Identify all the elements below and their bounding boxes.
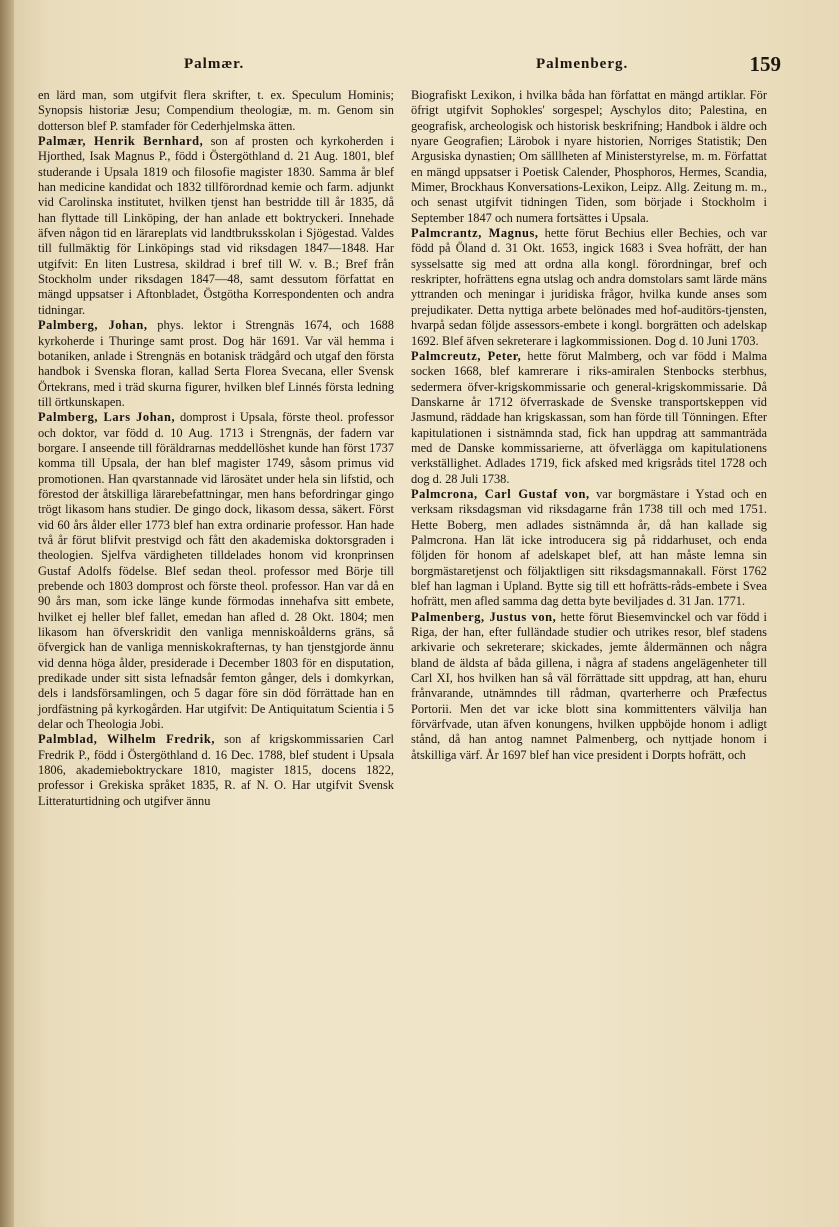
entry-palmcreutz-peter: [411, 349, 767, 487]
entry-head: Palmenberg, Justus von,: [411, 609, 557, 624]
entry-text: son af prosten och kyrkoherden i Hjorthed, Isak Magnus P., född i Östergöthland d. 21 Aug. 1801, blef studerande i Upsala 1819 och filosofie magister 1830. Samma år blef han medicine kandidat och 1832 tillförordnad kemie och farm. adjunkt vid Carolinska institutet, hvilken tjenst han bestridde till år 1835, då han flyttade till Linköping, der han anlade ett boktryckeri. Innehade äfven någon tid en lärareplats vid landtbruksskolan i Sjögestad. Valdes till fullmäktig för Linköpings stad vid riksdagen 1847—1848. Har utgifvit: En liten Lustresa, skildrad i bref till W. v. B.; Bref från Stockholm under riksdagen 1847—48, samt dessutom författat en mängd uppsatser i Aftonbladet, Östgötha Korrespondenten och andra tidningar.: [38, 134, 394, 317]
entry-palmenberg-justus: [411, 610, 767, 763]
entry-text: hette förut Malmberg, och var född i Malma socken 1668, blef kamrerare i riks-amiralen Stenbocks sterbhus, sedermera öfver-krigskommissarie och general-krigskommissarie. Då Danskarne år 1712 öfverraskade de Svenske transportskeppen vid Jasmund, räddade han krigskassan, som han förde till Tönningen. Efter kapitulationen i sistnämnda stad, fick han uppdrag att sammanträda med de Danske kommissarierne, att öfverlägga om kapitulationens verkställighet. Adlades 1719, fick afsked med krigsråds titel 1728 och dog d. 28 Juli 1738.: [411, 348, 767, 486]
entry-head: Palmcrantz, Magnus,: [411, 226, 539, 241]
entry-palmcrantz-magnus: [411, 226, 767, 349]
entry-palmblad-wilhelm: [38, 732, 394, 809]
right-column: [411, 88, 767, 763]
left-column: [38, 88, 394, 809]
entry-palmcrona-carl-gustaf: [411, 487, 767, 610]
entry-text: Biografiskt Lexikon, i hvilka båda han författat en mängd artiklar. För öfrigt utgifvit Sophokles' sorgespel; Ayschylos dito; Palestina, en geografisk, archeologisk och historisk beskrifning; Handbok i äldre och nyare Geografien; Lärobok i nyare historien, Norriges Statistik; Den Argusiska dynastien; Om sälllheten af Ministerstyrelse, m. m. Författat en mängd uppsatser i Poetisk Calender, Phosphoros, Hermes, Scandia, Mimer, Brockhaus Konversations-Lexikon, Leipz. Allg. Zeitung m. m., och senast utgifvit tidningen Tiden, som började i Stockholm i September 1847 och numera fortsättes i Upsala.: [411, 88, 767, 225]
entry-head: Palmberg, Johan,: [38, 318, 148, 333]
book-spine-shadow: [0, 0, 14, 1227]
entry-continuation: [411, 88, 767, 226]
entry-text: domprost i Upsala, förste theol. professor och doktor, var född d. 10 Aug. 1713 i Strengnäs, der fadern var borgare. I anseende till föräldrarnas meddellöshet kunde han först 1737 komma till Upsala, der han blef magister 1749, såsom primus vid promotionen. Han qvarstannade vid lärosätet under hela sin lifstid, och förestod der åtskilliga lärarebefattningar, men hans befordringar gingo trögt likasom hans studier. De gingo dock, likasom dessa, säkert. Först vid 60 års ålder eller 1773 blef han extra ordinarie professor. Han hade två år förut blifvit prestvigd och fått den akademiska doktorsgraden i theologien. Sjelfva värdigheten tilldelades honom vid kronprinsen Gustaf Adolfs födelse. Blef sedan theol. professor med Börje till prebende och 1803 domprost och förste theol. professor. Han var då en 90 års man, som icke länge kunde förmodas innehafva sitt embete, hvilket ej heller blef fallet, emedan han afled d. 28 Okt. 1804; men likasom han öfverskridit den vanliga menniskoålderns gräns, så öfvergick han de vanliga menniskokrafternas, ty han tjenstgjorde ännu vid denna höga ålder, presiderade i December 1803 för en disputation, predikade under sitt sista lefnadsår femton gånger, dels i domkyrkan, dels i landsförsamlingen, och 5 dagar före sin död förrättade han en jordfästning på kyrkogården. Har utgifvit: De Antiquitatum Scientia i 5 delar och Theologia Jobi.: [38, 410, 394, 732]
entry-head: Palmær, Henrik Bernhard,: [38, 134, 204, 149]
entry-palmberg-lars-johan: [38, 410, 394, 732]
entry-text: hette förut Bechius eller Bechies, och var född på Öland d. 31 Okt. 1653, ingick 1683 i Svea hofrätt, der han sysselsatte sig med att ordna alla kongl. förordningar, bref och reskripter, hofrättens egna utslag och andra domstolars samt lärde mäns yttranden och meningar i juridiska frågor, hvilka kunde anses som prejudikater. Detta nyttiga arbete belönades med hof-auditörs-tjensten, hvarpå sedan följde assessors-embete i kongl. borgrätten och adelskap 1692. Blef äfven sekreterare i lagkommissionen. Dog d. 10 Juni 1703.: [411, 226, 767, 348]
entry-text: son af krigskommissarien Carl Fredrik P., född i Östergöthland d. 16 Dec. 1788, blef student i Upsala 1806, akademieboktryckare 1810, magister 1815, docens 1822, professor i Grekiska språket 1835, R. af N. O. Har utgifvit Svensk Litteraturtidning och utgifver ännu: [38, 732, 394, 808]
running-head-left: Palmær.: [184, 56, 245, 72]
page-header: [24, 52, 779, 78]
entry-palmberg-johan: [38, 318, 394, 410]
entry-head: Palmcreutz, Peter,: [411, 348, 522, 363]
entry-head: Palmberg, Lars Johan,: [38, 410, 176, 425]
entry-continuation: [38, 88, 394, 134]
entry-head: Palmcrona, Carl Gustaf von,: [411, 486, 590, 501]
entry-head: Palmblad, Wilhelm Fredrik,: [38, 732, 216, 747]
column-gutter: [402, 88, 403, 1207]
running-head-right: Palmenberg.: [536, 56, 629, 72]
entry-palmaer-henrik: [38, 134, 394, 318]
entry-text: en lärd man, som utgifvit flera skrifter, t. ex. Speculum Hominis; Synopsis historiæ Jesu; Compendium theologiæ, m. m. Genom sin dotterson blef P. stamfader för Cederhjelmska ätten.: [38, 88, 394, 133]
entry-text: hette förut Biesemvinckel och var född i Riga, der han, efter fulländade studier och utrikes resor, blef stadens arkivarie och sekreterare; skickades, jemte åldermännen och några bland de äldsta af båda gillena, i några af stadens angelägenheter till Carl XI, hos hvilken han så väl förrättade sitt uppdrag, att han, ehuru frånvarande, utnämndes till rådman, qvarterherre och Præfectus Portorii. Men det var icke blott sina kommittenters välvilja han förvärfvade, utan äfven konungens, hvilken uppböjde honom i adligt stånd, då han antog namnet Palmenberg, och nyttjade honom i åtskilliga värf. År 1697 blef han vice president i Dorpts hofrätt, och: [411, 609, 767, 762]
entry-text: var borgmästare i Ystad och en verksam riksdagsman vid riksdagarne från 1738 till och med 1751. Hette Boberg, men adlades sistnämnda år, då han kallade sig Palmcrona. Han lät icke introducera sig på riddarhuset, och enda följden för honom af adelskapet blef, att han måste lemna sin borgmästaretjenst och följaktligen sitt riksdagsmannakall. Först 1762 blef han lagman i Upland. Bytte sig till ett hofrätts-råds-embete i Svea hofrätt, men afled samma dag detta byte beviljades d. 31 Jan. 1771.: [411, 486, 767, 609]
page-number: 159: [749, 52, 781, 76]
entry-text: phys. lektor i Strengnäs 1674, och 1688 kyrkoherde i Thuringe samt prost. Dog här 1691. Var väl hemma i botaniken, anlade i Strengnäs en botanisk trädgård och utgaf den första handbok i Svenska floran, kallad Serta Florea Svecana, eller Svensk Örtekrans, med i träd skurna figurer, hvilken blef Linnés första ledning till örtkunskapen.: [38, 318, 395, 409]
